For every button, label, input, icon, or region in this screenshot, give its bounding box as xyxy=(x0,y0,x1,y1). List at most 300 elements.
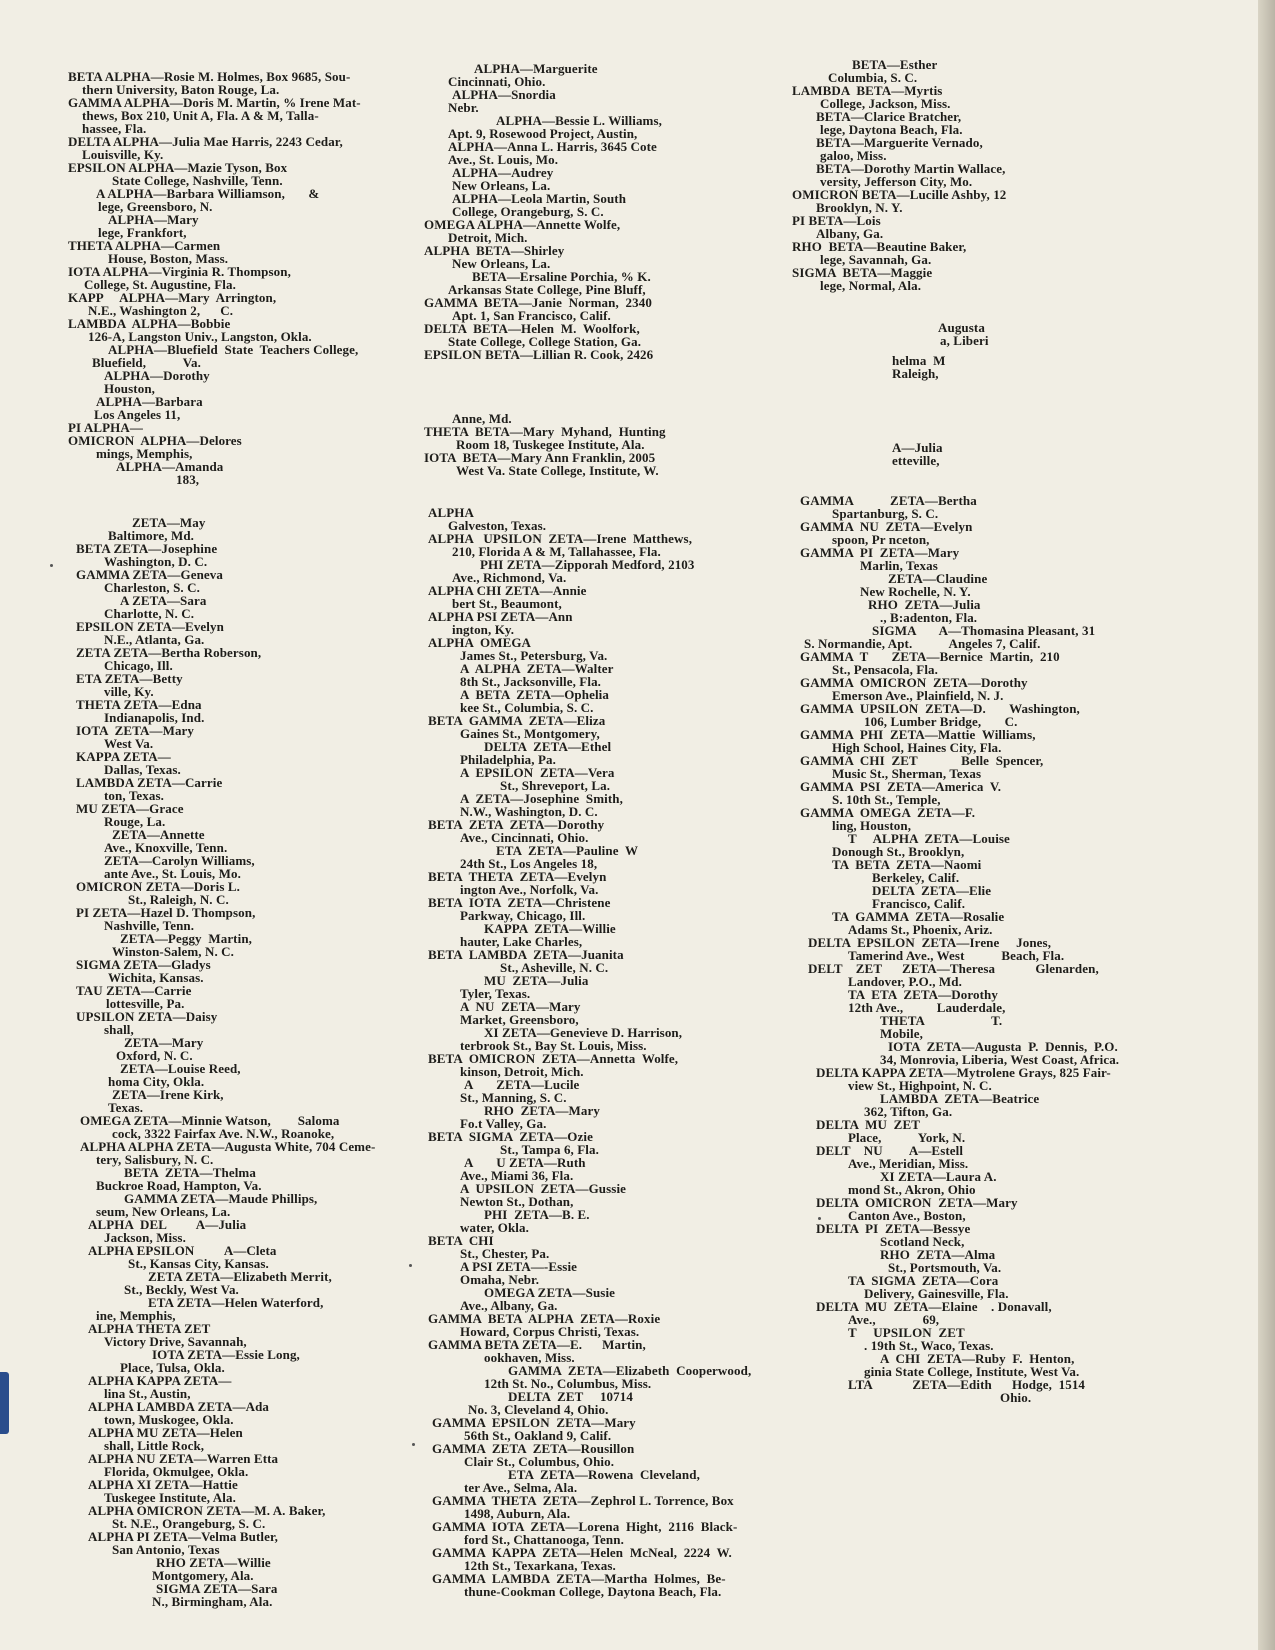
speck xyxy=(412,1443,415,1446)
directory-line: GAMMA BETA ALPHA ZETA—Roxie xyxy=(428,1311,661,1326)
directory-line: OMEGA ALPHA—Annette Wolfe, xyxy=(424,217,621,232)
directory-line: A ZETA—Sara xyxy=(120,593,207,608)
directory-line: LTA ZETA—Edith Hodge, 1514 xyxy=(848,1377,1086,1392)
speck xyxy=(50,564,53,567)
directory-line: St., Kansas City, Kansas. xyxy=(128,1256,269,1271)
directory-line: RHO ZETA—Julia xyxy=(868,597,981,612)
directory-line: 210, Florida A & M, Tallahassee, Fla. xyxy=(452,544,661,559)
directory-line: Augusta xyxy=(938,320,985,335)
directory-line: Arkansas State College, Pine Bluff, xyxy=(448,282,646,297)
directory-line: homa City, Okla. xyxy=(108,1074,205,1089)
directory-line: GAMMA CHI ZET Belle Spencer, xyxy=(800,753,1044,768)
directory-line: GAMMA OMICRON ZETA—Dorothy xyxy=(800,675,1028,690)
directory-line: State College, College Station, Ga. xyxy=(448,334,642,349)
directory-line: BETA CHI xyxy=(428,1233,494,1248)
directory-line: Nebr. xyxy=(448,100,479,115)
directory-line: TA BETA ZETA—Naomi xyxy=(832,857,982,872)
directory-line: ALPHA—Amanda xyxy=(116,459,224,474)
directory-line: KAPP ALPHA—Mary Arrington, xyxy=(68,290,277,305)
directory-line: KAPPA ZETA—Willie xyxy=(484,921,616,936)
directory-line: DELT ZET ZETA—Theresa Glenarden, xyxy=(808,961,1099,976)
directory-line: GAMMA NU ZETA—Evelyn xyxy=(800,519,973,534)
speck xyxy=(409,1264,412,1267)
directory-line: BETA—Ersaline Porchia, % K. xyxy=(472,269,651,284)
directory-line: Bluefield, Va. xyxy=(92,355,201,370)
directory-line: shall, Little Rock, xyxy=(104,1438,205,1453)
directory-line: ALPHA—Mary xyxy=(108,212,199,227)
directory-line: kee St., Columbia, S. C. xyxy=(460,700,594,715)
directory-line: GAMMA THETA ZETA—Zephrol L. Torrence, Box xyxy=(432,1493,734,1508)
directory-line: A—Julia xyxy=(892,440,943,455)
directory-line: GAMMA PSI ZETA—America V. xyxy=(800,779,1002,794)
directory-line: ville, Ky. xyxy=(104,684,154,699)
directory-line: Ave., St. Louis, Mo. xyxy=(448,152,559,167)
directory-line: terbrook St., Bay St. Louis, Miss. xyxy=(460,1038,647,1053)
directory-line: Market, Greensboro, xyxy=(460,1012,579,1027)
directory-line: GAMMA PI ZETA—Mary xyxy=(800,545,960,560)
directory-line: Raleigh, xyxy=(892,366,939,381)
directory-line: BETA ZETA ZETA—Dorothy xyxy=(428,817,605,832)
directory-line: town, Muskogee, Okla. xyxy=(104,1412,234,1427)
directory-line: A U ZETA—Ruth xyxy=(464,1155,586,1170)
directory-line: BETA THETA ZETA—Evelyn xyxy=(428,869,607,884)
directory-line: Ave., Richmond, Va. xyxy=(452,570,567,585)
directory-line: ALPHA CHI ZETA—Annie xyxy=(428,583,587,598)
directory-line: 183, xyxy=(176,472,200,487)
directory-line: T UPSILON ZET xyxy=(848,1325,965,1340)
directory-line: Ave., Miami 36, Fla. xyxy=(460,1168,574,1183)
directory-line: BETA—Esther xyxy=(852,57,938,72)
directory-line: GAMMA T ZETA—Bernice Martin, 210 xyxy=(800,649,1060,664)
directory-line: ington, Ky. xyxy=(452,622,515,637)
directory-line: lege, Greensboro, N. xyxy=(98,199,213,214)
directory-line: DELTA KAPPA ZETA—Mytrolene Grays, 825 Fair- xyxy=(816,1065,1111,1080)
directory-line: hassee, Fla. xyxy=(82,121,147,136)
directory-line: A BETA ZETA—Ophelia xyxy=(460,687,609,702)
directory-line: Fo.t Valley, Ga. xyxy=(460,1116,547,1131)
directory-line: Spartanburg, S. C. xyxy=(832,506,939,521)
directory-line: ALPHA OMEGA xyxy=(428,635,532,650)
directory-line: spoon, Pr nceton, xyxy=(832,532,930,547)
directory-line: ALPHA MU ZETA—Helen xyxy=(88,1425,243,1440)
directory-line: House, Boston, Mass. xyxy=(108,251,229,266)
directory-line: ington Ave., Norfolk, Va. xyxy=(460,882,599,897)
directory-line: ETA ZETA—Rowena Cleveland, xyxy=(508,1467,700,1482)
directory-line: XI ZETA—Laura A. xyxy=(880,1169,997,1184)
directory-line: Ave., Knoxville, Tenn. xyxy=(104,840,228,855)
directory-line: Charlotte, N. C. xyxy=(104,606,195,621)
directory-line: ALPHA—Barbara xyxy=(96,394,203,409)
directory-line: BETA IOTA ZETA—Christene xyxy=(428,895,611,910)
directory-line: DELTA PI ZETA—Bessye xyxy=(816,1221,971,1236)
directory-line: SIGMA BETA—Maggie xyxy=(792,265,933,280)
directory-line: BETA ALPHA—Rosie M. Holmes, Box 9685, Sou- xyxy=(68,69,351,84)
directory-line: IOTA ZETA—Essie Long, xyxy=(152,1347,300,1362)
directory-line: lottesville, Pa. xyxy=(106,996,185,1011)
directory-line: a, Liberi xyxy=(940,333,989,348)
directory-line: SIGMA ZETA—Gladys xyxy=(76,957,211,972)
directory-line: TA GAMMA ZETA—Rosalie xyxy=(832,909,1005,924)
directory-line: Newton St., Dothan, xyxy=(460,1194,574,1209)
directory-line: MU ZETA—Grace xyxy=(76,801,184,816)
directory-line: GAMMA ZETA—Maude Phillips, xyxy=(124,1191,318,1206)
directory-line: S. Normandie, Apt. Angeles 7, Calif. xyxy=(804,636,1041,651)
directory-line: THETA ALPHA—Carmen xyxy=(68,238,221,253)
directory-line: 362, Tifton, Ga. xyxy=(864,1104,953,1119)
directory-line: RHO BETA—Beautine Baker, xyxy=(792,239,967,254)
directory-line: ALPHA BETA—Shirley xyxy=(424,243,565,258)
directory-line: view St., Highpoint, N. C. xyxy=(848,1078,992,1093)
directory-line: St., Pensacola, Fla. xyxy=(832,662,938,677)
directory-line: Tuskegee Institute, Ala. xyxy=(104,1490,236,1505)
directory-line: ling, Houston, xyxy=(832,818,912,833)
directory-line: Apt. 1, San Francisco, Calif. xyxy=(452,308,611,323)
directory-line: ZETA—Annette xyxy=(112,827,205,842)
directory-line: New Orleans, La. xyxy=(452,178,551,193)
directory-line: versity, Jefferson City, Mo. xyxy=(820,174,973,189)
directory-line: Nashville, Tenn. xyxy=(104,918,195,933)
directory-line: Montgomery, Ala. xyxy=(152,1568,254,1583)
directory-line: Emerson Ave., Plainfield, N. J. xyxy=(832,688,1004,703)
directory-line: BETA OMICRON ZETA—Annetta Wolfe, xyxy=(428,1051,679,1066)
directory-line: A UPSILON ZETA—Gussie xyxy=(460,1181,627,1196)
directory-line: etteville, xyxy=(892,453,940,468)
directory-line: GAMMA LAMBDA ZETA—Martha Holmes, Be- xyxy=(432,1571,726,1586)
directory-line: ALPHA—Leola Martin, South xyxy=(452,191,627,206)
directory-line: PI BETA—Lois xyxy=(792,213,881,228)
directory-line: ZETA—Peggy Martin, xyxy=(120,931,253,946)
directory-line: Columbia, S. C. xyxy=(828,70,918,85)
directory-line: Charleston, S. C. xyxy=(104,580,200,595)
directory-line: ZETA—Claudine xyxy=(888,571,988,586)
directory-line: EPSILON BETA—Lillian R. Cook, 2426 xyxy=(424,347,654,362)
directory-line: College, St. Augustine, Fla. xyxy=(84,277,236,292)
directory-line: Brooklyn, N. Y. xyxy=(816,200,903,215)
directory-line: Detroit, Mich. xyxy=(448,230,528,245)
directory-line: ETA ZETA—Helen Waterford, xyxy=(148,1295,324,1310)
directory-line: Music St., Sherman, Texas xyxy=(832,766,982,781)
directory-line: Jackson, Miss. xyxy=(104,1230,186,1245)
directory-line: A CHI ZETA—Ruby F. Henton, xyxy=(880,1351,1075,1366)
directory-line: THETA T. xyxy=(880,1013,1003,1028)
directory-line: St., Beckly, West Va. xyxy=(124,1282,239,1297)
directory-line: Indianapolis, Ind. xyxy=(104,710,205,725)
directory-line: OMEGA ZETA—Susie xyxy=(484,1285,616,1300)
directory-line: ookhaven, Miss. xyxy=(484,1350,575,1365)
directory-line: A PSI ZETA—-Essie xyxy=(460,1259,578,1274)
directory-line: 126-A, Langston Univ., Langston, Okla. xyxy=(88,329,312,344)
directory-line: 8th St., Jacksonville, Fla. xyxy=(460,674,602,689)
directory-line: DELT NU A—Estell xyxy=(816,1143,964,1158)
directory-line: bert St., Beaumont, xyxy=(452,596,562,611)
directory-line: St. N.E., Orangeburg, S. C. xyxy=(112,1516,266,1531)
directory-line: DELTA ALPHA—Julia Mae Harris, 2243 Cedar, xyxy=(68,134,343,149)
directory-line: DELTA OMICRON ZETA—Mary xyxy=(816,1195,1018,1210)
directory-line: ., B:adenton, Fla. xyxy=(880,610,978,625)
directory-line: Chicago, Ill. xyxy=(104,658,173,673)
directory-line: ALPHA xyxy=(428,505,474,520)
directory-line: A ZETA—Josephine Smith, xyxy=(460,791,623,806)
directory-line: St., Tampa 6, Fla. xyxy=(500,1142,599,1157)
directory-line: ALPHA OMICRON ZETA—M. A. Baker, xyxy=(88,1503,326,1518)
directory-line: BETA ZETA—Josephine xyxy=(76,541,218,556)
directory-line: hauter, Lake Charles, xyxy=(460,934,583,949)
directory-line: Room 18, Tuskegee Institute, Ala. xyxy=(456,437,645,452)
directory-line: TA ETA ZETA—Dorothy xyxy=(848,987,998,1002)
directory-line: BETA—Marguerite Vernado, xyxy=(816,135,983,150)
directory-line: THETA ZETA—Edna xyxy=(76,697,202,712)
directory-line: N.E., Atlanta, Ga. xyxy=(104,632,205,647)
directory-line: Clair St., Columbus, Ohio. xyxy=(464,1454,615,1469)
directory-line: ZETA—May xyxy=(132,515,206,530)
directory-line: Albany, Ga. xyxy=(816,226,884,241)
directory-line: ALPHA—Dorothy xyxy=(104,368,210,383)
directory-line: ZETA—Mary xyxy=(124,1035,204,1050)
directory-line: GAMMA IOTA ZETA—Lorena Hight, 2116 Black- xyxy=(432,1519,738,1534)
directory-line: ALPHA—Bessie L. Williams, xyxy=(496,113,662,128)
directory-line: GAMMA ZETA—Bertha xyxy=(800,493,977,508)
directory-line: 1498, Auburn, Ala. xyxy=(464,1506,571,1521)
directory-line: Omaha, Nebr. xyxy=(460,1272,540,1287)
directory-line: James St., Petersburg, Va. xyxy=(460,648,608,663)
directory-line: thews, Box 210, Unit A, Fla. A & M, Talla- xyxy=(82,108,319,123)
directory-line: Victory Drive, Savannah, xyxy=(104,1334,247,1349)
directory-line: ALPHA THETA ZET xyxy=(88,1321,211,1336)
directory-line: Dallas, Texas. xyxy=(104,762,181,777)
directory-line: IOTA BETA—Mary Ann Franklin, 2005 xyxy=(424,450,656,465)
directory-line: Ave., Meridian, Miss. xyxy=(848,1156,969,1171)
directory-line: tery, Salisbury, N. C. xyxy=(96,1152,214,1167)
directory-line: St., Chester, Pa. xyxy=(460,1246,550,1261)
directory-line: water, Okla. xyxy=(460,1220,529,1235)
directory-line: IOTA ZETA—Augusta P. Dennis, P.O. xyxy=(888,1039,1118,1054)
directory-line: ALPHA DEL A—Julia xyxy=(88,1217,247,1232)
directory-line: UPSILON ZETA—Daisy xyxy=(76,1009,218,1024)
directory-line: GAMMA UPSILON ZETA—D. Washington, xyxy=(800,701,1080,716)
directory-line: GAMMA OMEGA ZETA—F. xyxy=(800,805,976,820)
directory-line: 12th St., Texarkana, Texas. xyxy=(464,1558,616,1573)
directory-line: LAMBDA ZETA—Carrie xyxy=(76,775,223,790)
directory-line: PHI ZETA—Zipporah Medford, 2103 xyxy=(480,557,695,572)
directory-line: 34, Monrovia, Liberia, West Coast, Africa. xyxy=(880,1052,1120,1067)
directory-line: ALPHA—Snordia xyxy=(452,87,556,102)
directory-line: DELTA ZETA—Ethel xyxy=(484,739,612,754)
directory-line: N., Birmingham, Ala. xyxy=(152,1594,273,1609)
directory-line: EPSILON ZETA—Evelyn xyxy=(76,619,224,634)
directory-line: BETA—Clarice Bratcher, xyxy=(816,109,962,124)
directory-line: mond St., Akron, Ohio xyxy=(848,1182,976,1197)
directory-line: Buckroe Road, Hampton, Va. xyxy=(96,1178,262,1193)
directory-line: College, Jackson, Miss. xyxy=(820,96,951,111)
directory-line: Ohio. xyxy=(1000,1390,1032,1405)
directory-line: Cincinnati, Ohio. xyxy=(448,74,546,89)
directory-line: ALPHA—Anna L. Harris, 3645 Cote xyxy=(448,139,657,154)
directory-line: Mobile, xyxy=(880,1026,923,1041)
directory-line: Rouge, La. xyxy=(104,814,166,829)
directory-line: DELTA MU ZETA—Elaine . Donavall, xyxy=(816,1299,1052,1314)
directory-line: BETA LAMBDA ZETA—Juanita xyxy=(428,947,624,962)
directory-line: Francisco, Calif. xyxy=(872,896,966,911)
directory-line: Winston-Salem, N. C. xyxy=(112,944,235,959)
directory-line: Philadelphia, Pa. xyxy=(460,752,556,767)
directory-line: PHI ZETA—B. E. xyxy=(484,1207,590,1222)
directory-line: ALPHA PI ZETA—Velma Butler, xyxy=(88,1529,279,1544)
directory-line: A NU ZETA—Mary xyxy=(460,999,581,1014)
directory-line: GAMMA KAPPA ZETA—Helen McNeal, 2224 W. xyxy=(432,1545,732,1560)
directory-line: IOTA ALPHA—Virginia R. Thompson, xyxy=(68,264,291,279)
directory-line: ALPHA ALPHA ZETA—Augusta White, 704 Ceme- xyxy=(80,1139,376,1154)
directory-line: A ALPHA—Barbara Williamson, & xyxy=(96,186,320,201)
directory-line: T ALPHA ZETA—Louise xyxy=(848,831,1010,846)
directory-line: DELTA MU ZET xyxy=(816,1117,920,1132)
directory-line: West Va. xyxy=(104,736,154,751)
directory-line: lege, Frankfort, xyxy=(98,225,187,240)
directory-line: GAMMA ZETA—Elizabeth Cooperwood, xyxy=(508,1363,752,1378)
directory-line: Tyler, Texas. xyxy=(460,986,531,1001)
directory-line: kinson, Detroit, Mich. xyxy=(460,1064,584,1079)
directory-line: ALPHA EPSILON A—Cleta xyxy=(88,1243,277,1258)
directory-line: Apt. 9, Rosewood Project, Austin, xyxy=(448,126,638,141)
directory-line: ALPHA—Bluefield State Teachers College, xyxy=(108,342,359,357)
directory-line: ZETA ZETA—Elizabeth Merrit, xyxy=(148,1269,332,1284)
directory-line: Houston, xyxy=(104,381,156,396)
directory-line: St., Manning, S. C. xyxy=(460,1090,567,1105)
directory-line: Ave., Albany, Ga. xyxy=(460,1298,558,1313)
directory-line: SIGMA ZETA—Sara xyxy=(156,1581,278,1596)
directory-line: MU ZETA—Julia xyxy=(484,973,589,988)
speck xyxy=(818,1217,821,1220)
directory-line: ALPHA—Audrey xyxy=(452,165,554,180)
directory-line: OMICRON ZETA—Doris L. xyxy=(76,879,241,894)
directory-line: ford St., Chattanooga, Tenn. xyxy=(464,1532,624,1547)
directory-line: Howard, Corpus Christi, Texas. xyxy=(460,1324,640,1339)
directory-line: ALPHA LAMBDA ZETA—Ada xyxy=(88,1399,269,1414)
directory-line: ante Ave., St. Louis, Mo. xyxy=(104,866,241,881)
directory-line: ALPHA UPSILON ZETA—Irene Matthews, xyxy=(428,531,693,546)
directory-line: THETA BETA—Mary Myhand, Hunting xyxy=(424,424,666,439)
directory-line: ALPHA—Marguerite xyxy=(474,61,598,76)
directory-line: GAMMA BETA—Janie Norman, 2340 xyxy=(424,295,652,310)
directory-line: St., Raleigh, N. C. xyxy=(128,892,229,907)
directory-line: N.E., Washington 2, C. xyxy=(88,303,234,318)
directory-line: A ALPHA ZETA—Walter xyxy=(460,661,614,676)
directory-line: ZETA—Louise Reed, xyxy=(120,1061,241,1076)
directory-line: 24th St., Los Angeles 18, xyxy=(460,856,598,871)
directory-line: shall, xyxy=(104,1022,134,1037)
directory-line: LAMBDA ZETA—Beatrice xyxy=(880,1091,1040,1106)
directory-line: TA SIGMA ZETA—Cora xyxy=(848,1273,999,1288)
directory-line: thern University, Baton Rouge, La. xyxy=(82,82,280,97)
directory-line: Parkway, Chicago, Ill. xyxy=(460,908,586,923)
directory-line: RHO ZETA—Alma xyxy=(880,1247,996,1262)
directory-line: Anne, Md. xyxy=(452,411,512,426)
directory-line: GAMMA BETA ZETA—E. Martin, xyxy=(428,1337,646,1352)
page-edge xyxy=(1258,0,1275,1650)
directory-line: thune-Cookman College, Daytona Beach, Fla. xyxy=(464,1584,722,1599)
directory-line: . 19th St., Waco, Texas. xyxy=(864,1338,994,1353)
directory-line: Florida, Okmulgee, Okla. xyxy=(104,1464,249,1479)
directory-line: St., Asheville, N. C. xyxy=(500,960,609,975)
directory-line: OMEGA ZETA—Minnie Watson, Saloma xyxy=(80,1113,340,1128)
directory-line: ginia State College, Institute, West Va. xyxy=(864,1364,1080,1379)
directory-line: State College, Nashville, Tenn. xyxy=(112,173,283,188)
directory-line: 106, Lumber Bridge, C. xyxy=(864,714,1018,729)
directory-line: ETA ZETA—Betty xyxy=(76,671,183,686)
directory-line: ine, Memphis, xyxy=(96,1308,176,1323)
directory-line: LAMBDA BETA—Myrtis xyxy=(792,83,943,98)
directory-line: DELTA ZETA—Elie xyxy=(872,883,992,898)
directory-line: DELTA ZET 10714 xyxy=(508,1389,633,1404)
directory-line: lege, Daytona Beach, Fla. xyxy=(820,122,963,137)
directory-line: Canton Ave., Boston, xyxy=(848,1208,966,1223)
directory-line: PI ALPHA— xyxy=(68,420,143,435)
directory-line: West Va. State College, Institute, W. xyxy=(456,463,659,478)
directory-line: GAMMA EPSILON ZETA—Mary xyxy=(432,1415,636,1430)
directory-line: DELTA EPSILON ZETA—Irene Jones, xyxy=(808,935,1052,950)
directory-line: No. 3, Cleveland 4, Ohio. xyxy=(468,1402,609,1417)
directory-line: EPSILON ALPHA—Mazie Tyson, Box xyxy=(68,160,288,175)
directory-line: Oxford, N. C. xyxy=(116,1048,193,1063)
directory-line: SIGMA A—Thomasina Pleasant, 31 xyxy=(872,623,1096,638)
directory-line: ALPHA XI ZETA—Hattie xyxy=(88,1477,238,1492)
directory-line: galoo, Miss. xyxy=(820,148,887,163)
directory-line: lina St., Austin, xyxy=(104,1386,191,1401)
directory-line: TAU ZETA—Carrie xyxy=(76,983,192,998)
directory-line: Berkeley, Calif. xyxy=(872,870,960,885)
directory-line: DELTA BETA—Helen M. Woolfork, xyxy=(424,321,640,336)
directory-line: High School, Haines City, Fla. xyxy=(832,740,1002,755)
directory-line: GAMMA PHI ZETA—Mattie Williams, xyxy=(800,727,1036,742)
directory-line: ton, Texas. xyxy=(104,788,164,803)
directory-line: BETA ZETA—Thelma xyxy=(124,1165,256,1180)
directory-line: RHO ZETA—Mary xyxy=(484,1103,600,1118)
directory-line: BETA—Dorothy Martin Wallace, xyxy=(816,161,1006,176)
directory-line: Gaines St., Montgomery, xyxy=(460,726,600,741)
directory-line: Marlin, Texas xyxy=(860,558,938,573)
directory-line: A EPSILON ZETA—Vera xyxy=(460,765,615,780)
directory-line: ALPHA PSI ZETA—Ann xyxy=(428,609,573,624)
directory-line: Ave., 69, xyxy=(848,1312,940,1327)
directory-line: OMICRON BETA—Lucille Ashby, 12 xyxy=(792,187,1007,202)
directory-line: cock, 3322 Fairfax Ave. N.W., Roanoke, xyxy=(112,1126,335,1141)
directory-line: ETA ZETA—Pauline W xyxy=(496,843,639,858)
directory-line: lege, Normal, Ala. xyxy=(820,278,922,293)
directory-line: Scotland Neck, xyxy=(880,1234,965,1249)
directory-line: Baltimore, Md. xyxy=(108,528,195,543)
directory-line: helma M xyxy=(892,353,946,368)
directory-line: BETA SIGMA ZETA—Ozie xyxy=(428,1129,593,1144)
directory-line: RHO ZETA—Willie xyxy=(156,1555,271,1570)
directory-line: Louisville, Ky. xyxy=(82,147,164,162)
directory-line: College, Orangeburg, S. C. xyxy=(452,204,604,219)
directory-line: KAPPA ZETA— xyxy=(76,749,171,764)
directory-line: ZETA—Carolyn Williams, xyxy=(104,853,255,868)
directory-line: S. 10th St., Temple, xyxy=(832,792,941,807)
directory-line: LAMBDA ALPHA—Bobbie xyxy=(68,316,231,331)
directory-line: Delivery, Gainesville, Fla. xyxy=(864,1286,1009,1301)
directory-line: Texas. xyxy=(108,1100,144,1115)
directory-line: A ZETA—Lucile xyxy=(464,1077,580,1092)
directory-line: Landover, P.O., Md. xyxy=(848,974,962,989)
directory-line: Place, York, N. xyxy=(848,1130,966,1145)
directory-line: Wichita, Kansas. xyxy=(108,970,204,985)
directory-line: 12th St. No., Columbus, Miss. xyxy=(484,1376,652,1391)
directory-line: New Rochelle, N. Y. xyxy=(860,584,971,599)
directory-line: 12th Ave., Lauderdale, xyxy=(848,1000,1006,1015)
directory-line: XI ZETA—Genevieve D. Harrison, xyxy=(484,1025,683,1040)
directory-line: San Antonio, Texas xyxy=(112,1542,220,1557)
directory-line: ALPHA NU ZETA—Warren Etta xyxy=(88,1451,279,1466)
